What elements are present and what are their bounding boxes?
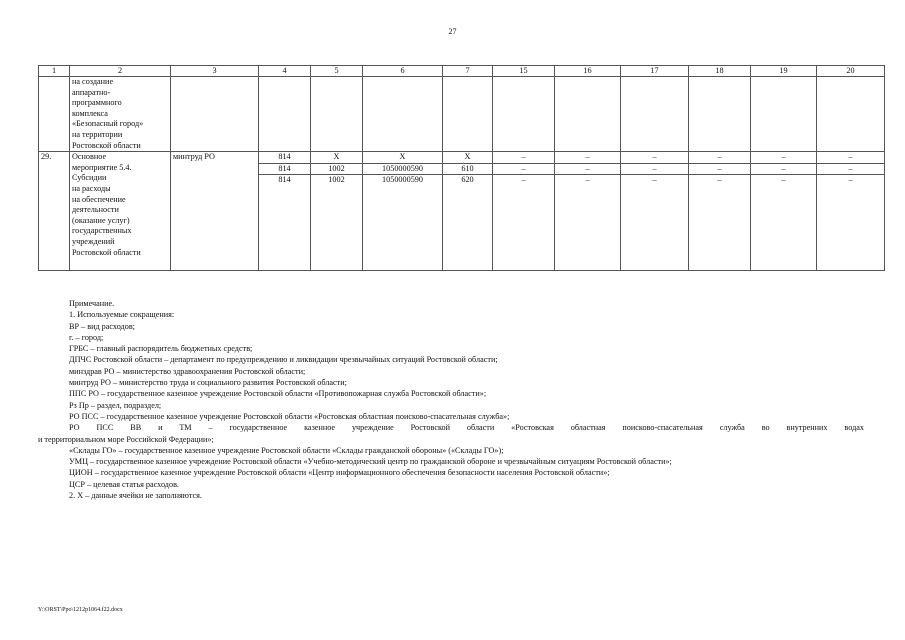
value-2016: –: [555, 152, 621, 164]
abbreviation-item: ЦИОН – государственное казенное учреждение Ростовской области «Центр информационного обеспечения безопасности населения Ростовской области»;: [69, 468, 610, 478]
value-2015: –: [493, 175, 555, 271]
value-2017: –: [621, 152, 689, 164]
measure-name-cell: [70, 152, 171, 271]
csr-code: 1050000590: [363, 163, 443, 175]
value-2016: –: [555, 163, 621, 175]
col-header: 2: [70, 66, 171, 77]
value-2018: –: [689, 175, 751, 271]
abbreviation-item: РО ПСС – государственное казенное учреждение Ростовской области «Ростовская областная поисково-спасательная служба»;: [69, 411, 510, 421]
col-header: 3: [171, 66, 259, 77]
col-header: 16: [555, 66, 621, 77]
name-line: «Безопасный город»: [72, 119, 144, 129]
vr-code: 620: [443, 175, 493, 271]
name-line: на обеспечение: [72, 194, 126, 204]
name-line: Субсидии: [72, 173, 107, 183]
col-header: 20: [817, 66, 885, 77]
name-line: на расходы: [72, 183, 111, 193]
name-line: программного: [72, 98, 122, 108]
name-line: учреждений: [72, 236, 115, 246]
name-line: Ростовской области: [72, 140, 141, 150]
name-line: мероприятие 5.4.: [72, 162, 132, 172]
abbreviation-item: ДПЧС Ростовской области – департамент по предупреждению и ликвидации чрезвычайных ситуаций Ростовской области;: [69, 355, 498, 365]
notes-item-2: 2. Х – данные ячейки не заполняются.: [69, 491, 202, 501]
abbreviation-item: ППС РО – государственное казенное учреждение Ростовской области «Противопожарная служба Ростовской области»;: [69, 389, 487, 399]
measure-name-cell: [70, 77, 171, 152]
value-2017: –: [621, 163, 689, 175]
vr-code: Х: [443, 152, 493, 164]
abbreviation-item: минтруд РО – министерство труда и социального развития Ростовской области;: [69, 378, 347, 388]
budget-table: [38, 65, 885, 271]
abbreviation-item: ЦСР – целевая статья расходов.: [69, 479, 179, 489]
col-header: 6: [363, 66, 443, 77]
col-header: 1: [39, 66, 70, 77]
table-row-29: [39, 152, 885, 164]
col-header: 18: [689, 66, 751, 77]
rzpr-code: 1002: [311, 175, 363, 271]
grbs-name-cell: минтруд РО: [171, 152, 259, 271]
col-header: 15: [493, 66, 555, 77]
abbreviation-item-pss-vv-cont: и территориальном море Российской Федерации»;: [38, 434, 214, 444]
name-line: государственных: [72, 226, 132, 236]
col-header: 4: [259, 66, 311, 77]
value-2020: –: [817, 152, 885, 164]
value-2019: –: [751, 152, 817, 164]
value-2018: –: [689, 163, 751, 175]
name-line: аппаратно-: [72, 87, 111, 97]
grbs-code: 814: [259, 163, 311, 175]
abbreviation-item: ВР – вид расходов;: [69, 321, 135, 331]
abbreviation-item: г. – город;: [69, 332, 104, 342]
value-2019: –: [751, 175, 817, 271]
csr-code: 1050000590: [363, 175, 443, 271]
abbreviation-item: УМЦ – государственное казенное учреждение Ростовской области «Учебно-методический центр по гражданской обороне и чрезвычайным ситуациям Ростовской области»;: [69, 457, 672, 467]
value-2018: –: [689, 152, 751, 164]
file-path-footer: Y:\ORST\Ppo\1212p1064.f22.docx: [38, 607, 123, 613]
rzpr-code: Х: [311, 152, 363, 164]
value-2019: –: [751, 163, 817, 175]
name-line: на территории: [72, 129, 123, 139]
name-line: комплекса: [72, 108, 108, 118]
table-row-continued: [39, 77, 885, 152]
abbreviation-item: минздрав РО – министерство здравоохранения Ростовской области;: [69, 366, 306, 376]
name-line: Ростовской области: [72, 247, 141, 257]
abbreviation-item: ГРБС – главный распорядитель бюджетных средств;: [69, 344, 253, 354]
col-header: 17: [621, 66, 689, 77]
grbs-code: 814: [259, 175, 311, 271]
value-2020: –: [817, 175, 885, 271]
csr-code: Х: [363, 152, 443, 164]
vr-code: 610: [443, 163, 493, 175]
value-2017: –: [621, 175, 689, 271]
value-2020: –: [817, 163, 885, 175]
notes-item-1: 1. Используемые сокращения:: [69, 310, 175, 320]
abbreviation-item-pss-vv: РО ПСС ВВ и ТМ – государственное казенное учреждение Ростовской области «Ростовская областная поисково-спасательная служба во внутренних водах: [69, 423, 864, 433]
notes-title: Примечание.: [69, 299, 115, 308]
header-row: [39, 66, 885, 77]
rzpr-code: 1002: [311, 163, 363, 175]
name-line: на создание: [72, 77, 114, 86]
name-line: деятельности: [72, 205, 119, 215]
value-2016: –: [555, 175, 621, 271]
abbreviation-item: Рз Пр – раздел, подраздел;: [69, 400, 162, 410]
col-header: 5: [311, 66, 363, 77]
page-number: 27: [448, 27, 457, 36]
grbs-code: 814: [259, 152, 311, 164]
value-2015: –: [493, 152, 555, 164]
abbreviation-item: «Склады ГО» – государственное казенное учреждение Ростовской области «Склады гражданской обороны» («Склады ГО»);: [69, 445, 504, 455]
notes-section: [38, 298, 864, 501]
col-header: 19: [751, 66, 817, 77]
row-number: 29.: [39, 152, 70, 271]
value-2015: –: [493, 163, 555, 175]
name-line: Основное: [72, 152, 107, 162]
name-line: (оказание услуг): [72, 215, 130, 225]
col-header: 7: [443, 66, 493, 77]
